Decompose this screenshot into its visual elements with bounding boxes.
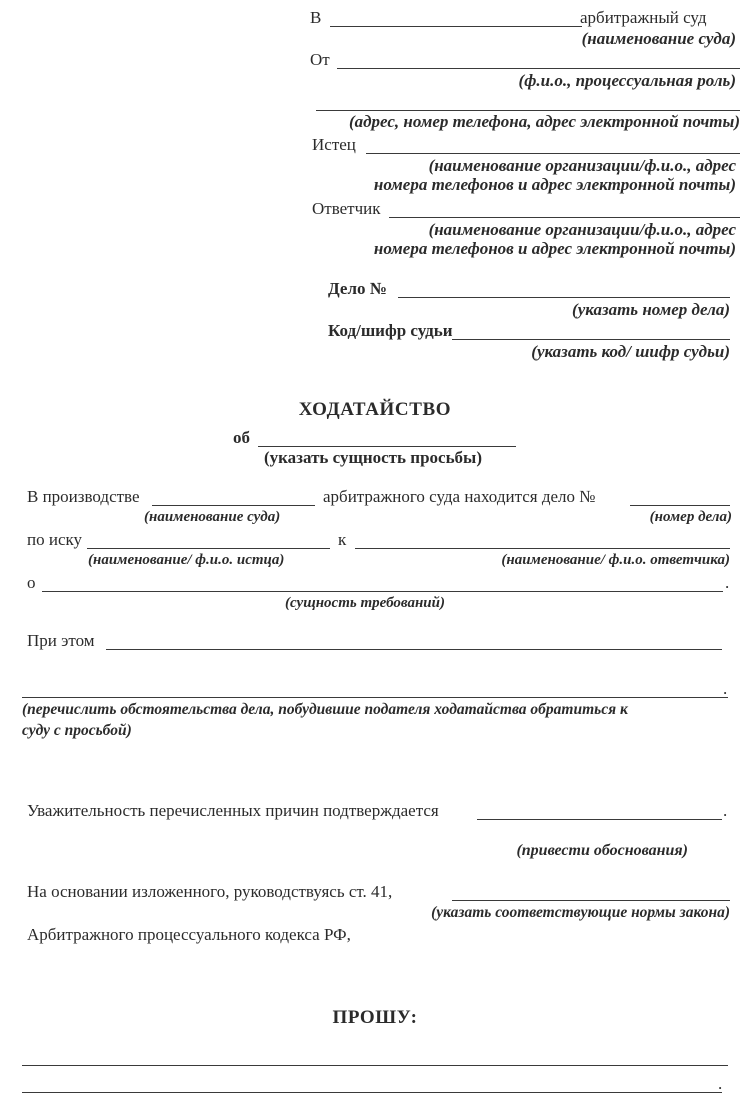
case-number-blank[interactable] bbox=[398, 297, 730, 298]
from-label: От bbox=[310, 50, 330, 69]
case-number-hint: (указать номер дела) bbox=[572, 300, 730, 319]
court-prefix-label: В bbox=[310, 8, 322, 27]
validity-period: . bbox=[723, 801, 728, 820]
moreover-hint-line-2: суду с просьбой) bbox=[22, 722, 132, 739]
plaintiff-label: Истец bbox=[312, 135, 356, 154]
contact-blank[interactable] bbox=[316, 110, 740, 111]
court-name-blank[interactable] bbox=[330, 26, 582, 27]
subject-blank[interactable] bbox=[42, 591, 723, 592]
claim-line-connector: к bbox=[338, 530, 347, 549]
moreover-blank-line-2[interactable] bbox=[22, 697, 728, 698]
court-name-hint: (наименование суда) bbox=[581, 29, 736, 48]
basis-blank[interactable] bbox=[452, 900, 730, 901]
contact-hint: (адрес, номер телефона, адрес электронной почты) bbox=[348, 112, 740, 131]
subject-line-period: . bbox=[725, 573, 730, 592]
moreover-period: . bbox=[723, 679, 728, 698]
page-title: ХОДАТАЙСТВО bbox=[298, 399, 452, 420]
basis-text: На основании изложенного, руководствуясь ст. 41, bbox=[27, 882, 393, 901]
defendant-hint-line-2: номера телефонов и адрес электронной почты) bbox=[373, 239, 736, 258]
request-heading: ПРОШУ: bbox=[332, 1007, 418, 1028]
defendant-hint-line-1: (наименование организации/ф.и.о., адрес bbox=[428, 220, 736, 239]
production-court-blank[interactable] bbox=[152, 505, 315, 506]
judge-code-label: Код/шифр судьи bbox=[328, 321, 453, 340]
request-period: . bbox=[718, 1074, 723, 1093]
moreover-label: При этом bbox=[27, 631, 95, 650]
production-court-hint: (наименование суда) bbox=[144, 509, 281, 525]
claim-plaintiff-blank[interactable] bbox=[87, 548, 330, 549]
request-blank-line-1[interactable] bbox=[22, 1065, 728, 1066]
moreover-blank-line-1[interactable] bbox=[106, 649, 722, 650]
claim-plaintiff-hint: (наименование/ ф.и.о. истца) bbox=[88, 552, 285, 568]
claim-defendant-hint: (наименование/ ф.и.о. ответчика) bbox=[501, 552, 730, 568]
moreover-hint-line-1: (перечислить обстоятельства дела, побудившие подателя ходатайства обратиться к bbox=[22, 701, 628, 718]
subject-hint: (сущность требований) bbox=[285, 595, 445, 611]
from-hint: (ф.и.о., процессуальная роль) bbox=[518, 71, 736, 90]
subject-line-prefix: о bbox=[27, 573, 36, 592]
validity-hint: (привести обоснования) bbox=[516, 842, 688, 859]
defendant-blank[interactable] bbox=[389, 217, 740, 218]
about-label: об bbox=[233, 428, 250, 447]
about-hint: (указать сущность просьбы) bbox=[263, 448, 482, 467]
production-line-suffix: арбитражного суда находится дело № bbox=[323, 487, 596, 506]
validity-blank[interactable] bbox=[477, 819, 722, 820]
about-blank[interactable] bbox=[258, 446, 516, 447]
from-blank[interactable] bbox=[337, 68, 740, 69]
claim-line-prefix: по иску bbox=[27, 530, 83, 549]
production-line-prefix: В производстве bbox=[27, 487, 140, 506]
request-blank-line-2[interactable] bbox=[22, 1092, 722, 1093]
basis-hint: (указать соответствующие нормы закона) bbox=[431, 904, 730, 921]
plaintiff-hint-line-2: номера телефонов и адрес электронной почты) bbox=[373, 175, 736, 194]
production-case-number-hint: (номер дела) bbox=[649, 509, 732, 525]
defendant-label: Ответчик bbox=[312, 199, 381, 218]
plaintiff-blank[interactable] bbox=[366, 153, 740, 154]
case-number-label: Дело № bbox=[328, 279, 387, 298]
claim-defendant-blank[interactable] bbox=[355, 548, 730, 549]
code-text: Арбитражного процессуального кодекса РФ, bbox=[27, 925, 351, 944]
court-suffix-label: арбитражный суд bbox=[580, 8, 707, 27]
judge-code-blank[interactable] bbox=[452, 339, 730, 340]
plaintiff-hint-line-1: (наименование организации/ф.и.о., адрес bbox=[428, 156, 736, 175]
production-case-number-blank[interactable] bbox=[630, 505, 730, 506]
validity-text: Уважительность перечисленных причин подтверждается bbox=[27, 801, 439, 820]
judge-code-hint: (указать код/ шифр судьи) bbox=[531, 342, 730, 361]
